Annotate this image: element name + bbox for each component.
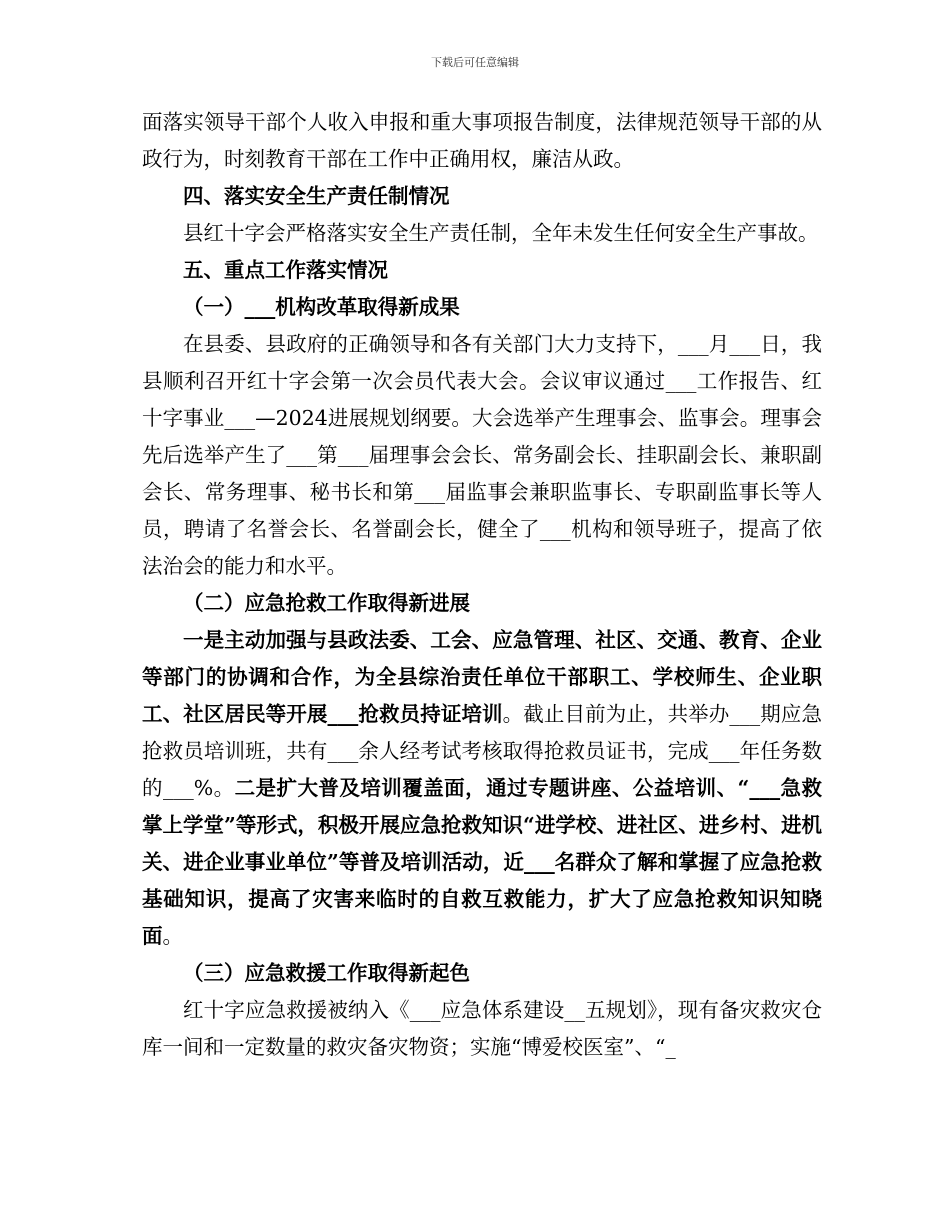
text-run-bold: 一是主动加强与县政法委、工会、应急管理、社区、交通、教育、企业等部门的协调和合作，为全县综治责任单位干部职工、学校师生、企业职工、社区居民等开展___抢救员持证培训: [142, 628, 822, 726]
document-body: [142, 104, 822, 1066]
page-header: 下载后可任意编辑: [431, 56, 519, 69]
section-heading-4: 四、落实安全生产责任制情况: [183, 184, 450, 208]
text-run-bold: 二是扩大普及培训覆盖面，通过专题讲座、公益培训、“___急救掌上学堂”等形式，积极开展应急抢救知识“进学校、进社区、进乡村、进机关、进企业事业单位”等普及培训活动，近___名群众了解和掌握了应急抢救基础知识，提高了灾害来临时的自救互救能力，扩大了应急抢救知识知晓面: [142, 776, 823, 948]
paragraph-emergency-rescue: [142, 622, 822, 955]
subsection-heading-3: （三）应急救援工作取得新起色: [183, 961, 470, 985]
paragraph-safety: 县红十字会严格落实安全生产责任制，全年未发生任何安全生产事故。: [183, 221, 819, 245]
text-run: 。截止目前为止，共举办___期应急抢救员培训班，共有___余人经考试考核取得抢救员证书，完成___年任务数的___%。: [142, 702, 823, 800]
paragraph-reform: 在县委、县政府的正确领导和各有关部门大力支持下，___月___日，我县顺利召开红十字会第一次会员代表大会。会议审议通过___工作报告、红十字事业___—2024进展规划纲要。大会选举产生理事会、监事会。理事会先后选举产生了___第___届理事会会长、常务副会长、挂职副会长、兼职副会长、常务理事、秘书长和第___届监事会兼职监事长、专职副监事长等人员，聘请了名誉会长、名誉副会长，健全了___机构和领导班子，提高了依法治会的能力和水平。: [142, 332, 822, 578]
paragraph-relief: 红十字应急救援被纳入《___应急体系建设__五规划》，现有备灾救灾仓库一间和一定数量的救灾备灾物资；实施“博爱校医室”、“_: [142, 998, 822, 1059]
subsection-heading-2: （二）应急抢救工作取得新进展: [183, 591, 470, 615]
paragraph-intro: 面落实领导干部个人收入申报和重大事项报告制度，法律规范领导干部的从政行为，时刻教育干部在工作中正确用权，廉洁从政。: [142, 110, 822, 171]
text-run: 。: [162, 924, 183, 948]
section-heading-5: 五、重点工作落实情况: [183, 258, 388, 282]
subsection-heading-1: （一）___机构改革取得新成果: [183, 295, 460, 319]
